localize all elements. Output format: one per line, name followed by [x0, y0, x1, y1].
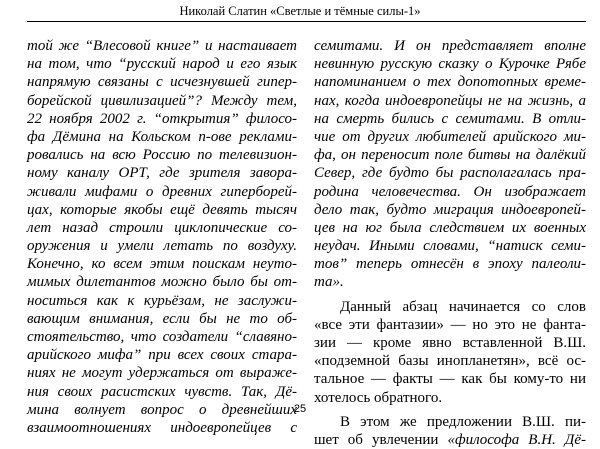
text-line: цах, которые якобы ещё девять тысяч — [27, 201, 297, 218]
text-line: зии — кроме явно вставленной В.Ш. — [314, 335, 586, 351]
text-line: напоминанием о тех допотопных време- — [314, 74, 586, 91]
text-line: В этом же предложении В.Ш. пи- — [340, 413, 586, 430]
text-line: фа, он переносит поле битвы на далёкий — [314, 147, 586, 164]
text-line: тальное — факты — как бы кому-то ни — [314, 371, 586, 388]
text-line: та». — [314, 274, 344, 291]
text-line-plain: шет об увлечении — [314, 431, 448, 448]
text-line: нах, когда индоевропейцы не на жизнь, а — [314, 92, 586, 109]
text-line: тов” теперь отнесён в эпоху палеоли- — [314, 256, 586, 273]
text-line: арийского мифа” при всех своих стара- — [27, 347, 297, 364]
header-title: Николай Слатин «Светлые и тёмные силы-1» — [179, 4, 421, 18]
text-line: на том, что “русский народ и его язык — [27, 56, 297, 73]
text-line: ному каналу ОРТ, где зрителя завора- — [27, 165, 297, 182]
page-number: 25 — [293, 403, 307, 415]
text-line: цев на юг была следствием их военных — [314, 219, 586, 236]
text-line: живали мифами о древних гиперборей- — [27, 183, 297, 200]
header-rule — [27, 21, 586, 22]
text-line-mixed — [314, 431, 586, 449]
text-line: «подземной базы инопланетян», всё ос- — [314, 353, 586, 370]
text-line: мина волнует вопрос о древнейших — [27, 401, 297, 418]
text-line: напрямую связаны с исчезнувшей гипер- — [27, 74, 297, 91]
running-header — [0, 0, 600, 22]
text-line: лет назад строили циклопические со- — [27, 219, 297, 236]
text-line: «все эти фантазии» — но это не фанта- — [314, 316, 586, 333]
paragraph-commentary — [314, 298, 586, 407]
text-line: на смерть бились с семитами. В отли- — [314, 110, 586, 127]
text-line: неудач. Иными словами, “натиск семи- — [314, 238, 586, 255]
text-line: мимых дилетантов можно было бы от- — [27, 274, 297, 291]
text-line: Данный абзац начинается со слов — [340, 298, 586, 315]
text-line: Север, где будто бы располагалась пра- — [314, 165, 586, 182]
text-line: носиться как к курьёзам, не заслужи- — [27, 292, 297, 309]
text-line: оружения и умели летать по воздуху. — [27, 238, 297, 255]
text-line: чие от других любителей арийского ми- — [314, 128, 586, 145]
text-line: стоятельство, что создатели “славяно- — [27, 329, 297, 345]
text-line: ния своих расистских чувств. Так, Дё- — [27, 383, 297, 400]
text-line: той же “Влесовой книге” и настаивает — [27, 38, 297, 54]
text-line: дело так, будто миграция индоевропей- — [314, 201, 586, 218]
italic-quote-continuation — [314, 37, 586, 292]
text-line: ниях не могут удержаться от выраже- — [27, 365, 297, 382]
text-line: ровались на всю Россию по телевизион- — [27, 147, 297, 164]
text-line: Конечно, ко всем этим поискам неуто- — [27, 256, 297, 273]
paragraph-next — [314, 413, 586, 449]
text-line: фа Дёмина на Кольском п-ове реклами- — [27, 128, 297, 145]
text-line: хотелось обратного. — [314, 389, 443, 406]
text-line: родина человечества. Он изображает — [314, 183, 586, 200]
text-line-italic: «философа В.Н. Дё- — [447, 431, 586, 448]
text-line: 22 ноября 2002 г. “открытия” филосо- — [27, 110, 297, 127]
text-line: вающим внимания, если бы не то об- — [27, 310, 297, 327]
text-line: борейской цивилизацией”? Между тем, — [27, 92, 297, 109]
text-line: невинную русскую сказку о Курочке Рябе — [314, 56, 586, 73]
left-column — [27, 37, 297, 436]
text-line: взаимоотношениях индоевропейцев с — [27, 419, 297, 436]
right-column — [314, 37, 586, 448]
text-line: семитами. И он представляет вполне — [314, 38, 586, 54]
